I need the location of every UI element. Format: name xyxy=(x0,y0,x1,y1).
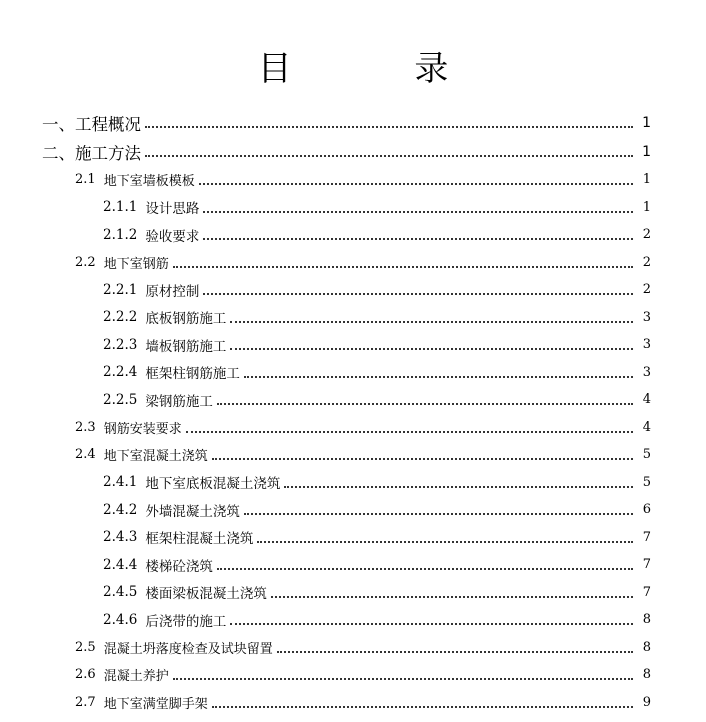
toc-entry-number: 2.3 xyxy=(75,419,96,435)
dot-leader xyxy=(271,596,633,598)
toc-entry-title: 梁钢筋施工 xyxy=(145,393,213,410)
toc-entry-title: 混凝土坍落度检查及试块留置 xyxy=(103,641,273,657)
toc-entry-title: 地下室混凝土浇筑 xyxy=(103,449,208,465)
toc-entry-page: 5 xyxy=(642,447,651,463)
toc-entry-title: 框架柱钢筋施工 xyxy=(145,366,240,383)
dot-leader xyxy=(145,155,633,157)
dot-leader xyxy=(145,126,633,128)
toc-entry-page: 3 xyxy=(642,364,651,380)
toc-entry-number: 一、 xyxy=(42,114,75,134)
toc-entry-number: 2.2.3 xyxy=(103,336,138,353)
dot-leader xyxy=(203,211,633,213)
toc-entry-number: 2.5 xyxy=(75,639,96,655)
toc-entry-page: 1 xyxy=(642,143,651,160)
toc-entry-page: 7 xyxy=(642,557,651,573)
toc-entry[interactable] xyxy=(0,551,706,579)
toc-entry-title: 地下室底板混凝土浇筑 xyxy=(145,476,281,493)
dot-leader xyxy=(230,321,633,323)
toc-entry-title: 底板钢筋施工 xyxy=(145,311,227,328)
dot-leader xyxy=(199,183,633,185)
toc-title: 目 录 xyxy=(257,48,505,89)
toc-entry-page: 9 xyxy=(642,694,651,710)
toc-entry-title: 楼梯砼浇筑 xyxy=(145,558,213,575)
toc-entry-page: 7 xyxy=(642,584,651,600)
toc-entry-page: 5 xyxy=(642,474,651,490)
toc-entry-title: 原材控制 xyxy=(145,283,200,300)
toc-entry-number: 2.1.1 xyxy=(103,199,138,216)
dot-leader xyxy=(230,348,633,350)
toc-entry-number: 2.4.5 xyxy=(103,584,138,601)
toc-entry[interactable] xyxy=(0,276,706,304)
toc-entry-page: 7 xyxy=(642,529,651,545)
dot-leader xyxy=(244,513,633,515)
toc-entry-page: 4 xyxy=(642,392,651,408)
toc-entry-number: 2.6 xyxy=(75,667,96,683)
toc-entry-number: 2.2 xyxy=(75,254,96,270)
toc-entry[interactable] xyxy=(0,469,706,497)
toc-entry[interactable] xyxy=(0,689,706,717)
dot-leader xyxy=(212,458,633,460)
toc-entry-title: 施工方法 xyxy=(75,143,141,163)
toc-entry-number: 2.1 xyxy=(75,172,96,188)
toc-entry-page: 1 xyxy=(642,114,651,131)
toc-entry[interactable] xyxy=(0,108,706,137)
toc-entry[interactable] xyxy=(0,304,706,332)
toc-entry-number: 2.2.4 xyxy=(103,364,138,381)
dot-leader xyxy=(203,238,633,240)
toc-entry-title: 地下室满堂脚手架 xyxy=(103,696,208,712)
dot-leader xyxy=(203,293,633,295)
dot-leader xyxy=(284,486,633,488)
dot-leader xyxy=(217,403,633,405)
toc-entry-number: 2.4 xyxy=(75,447,96,463)
toc-entry-number: 2.4.4 xyxy=(103,556,138,573)
dot-leader xyxy=(173,678,633,680)
toc-entry-page: 2 xyxy=(642,282,651,298)
toc-entry-page: 2 xyxy=(642,227,651,243)
toc-entry-page: 2 xyxy=(642,254,651,270)
toc-entry[interactable] xyxy=(0,221,706,249)
toc-entry[interactable] xyxy=(0,386,706,414)
toc-entry-title: 设计思路 xyxy=(145,201,200,218)
toc-entry[interactable] xyxy=(0,579,706,607)
toc-entry-number: 2.4.1 xyxy=(103,474,138,491)
toc-entry-page: 8 xyxy=(642,612,651,628)
toc-entry-title: 后浇带的施工 xyxy=(145,613,227,630)
toc-entry-page: 4 xyxy=(642,419,651,435)
toc-entry[interactable] xyxy=(0,194,706,222)
dot-leader xyxy=(257,541,633,543)
toc-entry-page: 3 xyxy=(642,337,651,353)
dot-leader xyxy=(217,568,633,570)
toc-entry-page: 1 xyxy=(642,199,651,215)
toc-entry[interactable] xyxy=(0,524,706,552)
toc-entry-title: 工程概况 xyxy=(75,114,141,134)
toc-entry-page: 3 xyxy=(642,309,651,325)
dot-leader xyxy=(230,623,633,625)
toc-entry-number: 2.4.2 xyxy=(103,501,138,518)
toc-entry-number: 2.2.2 xyxy=(103,309,138,326)
dot-leader xyxy=(186,431,633,433)
toc-entry[interactable] xyxy=(0,634,706,662)
dot-leader xyxy=(173,266,633,268)
toc-entry-page: 6 xyxy=(642,502,651,518)
toc-entry-number: 2.7 xyxy=(75,694,96,710)
table-of-contents xyxy=(0,108,706,716)
toc-entry-number: 2.1.2 xyxy=(103,226,138,243)
toc-entry-title: 框架柱混凝土浇筑 xyxy=(145,531,254,548)
toc-entry-page: 1 xyxy=(642,172,651,188)
toc-entry-page: 8 xyxy=(642,667,651,683)
dot-leader xyxy=(277,651,633,653)
toc-entry[interactable] xyxy=(0,137,706,166)
dot-leader xyxy=(244,376,633,378)
toc-entry[interactable] xyxy=(0,414,706,442)
toc-entry-title: 墙板钢筋施工 xyxy=(145,338,227,355)
toc-entry[interactable] xyxy=(0,166,706,194)
toc-entry-title: 验收要求 xyxy=(145,228,200,245)
toc-entry[interactable] xyxy=(0,249,706,277)
toc-entry[interactable] xyxy=(0,331,706,359)
toc-entry-number: 二、 xyxy=(42,143,75,163)
toc-entry-number: 2.2.1 xyxy=(103,281,138,298)
toc-entry-number: 2.4.6 xyxy=(103,611,138,628)
toc-entry-title: 地下室钢筋 xyxy=(103,256,169,272)
toc-entry-title: 钢筋安装要求 xyxy=(103,421,182,437)
toc-entry-title: 外墙混凝土浇筑 xyxy=(145,503,240,520)
toc-entry-title: 楼面梁板混凝土浇筑 xyxy=(145,586,267,603)
toc-entry-title: 地下室墙板模板 xyxy=(103,174,195,190)
toc-entry[interactable] xyxy=(0,496,706,524)
toc-entry[interactable] xyxy=(0,359,706,387)
toc-entry[interactable] xyxy=(0,661,706,689)
toc-entry-page: 8 xyxy=(642,639,651,655)
dot-leader xyxy=(212,706,633,708)
toc-entry[interactable] xyxy=(0,606,706,634)
toc-entry-number: 2.2.5 xyxy=(103,391,138,408)
toc-entry[interactable] xyxy=(0,441,706,469)
toc-entry-number: 2.4.3 xyxy=(103,529,138,546)
toc-entry-title: 混凝土养护 xyxy=(103,669,169,685)
